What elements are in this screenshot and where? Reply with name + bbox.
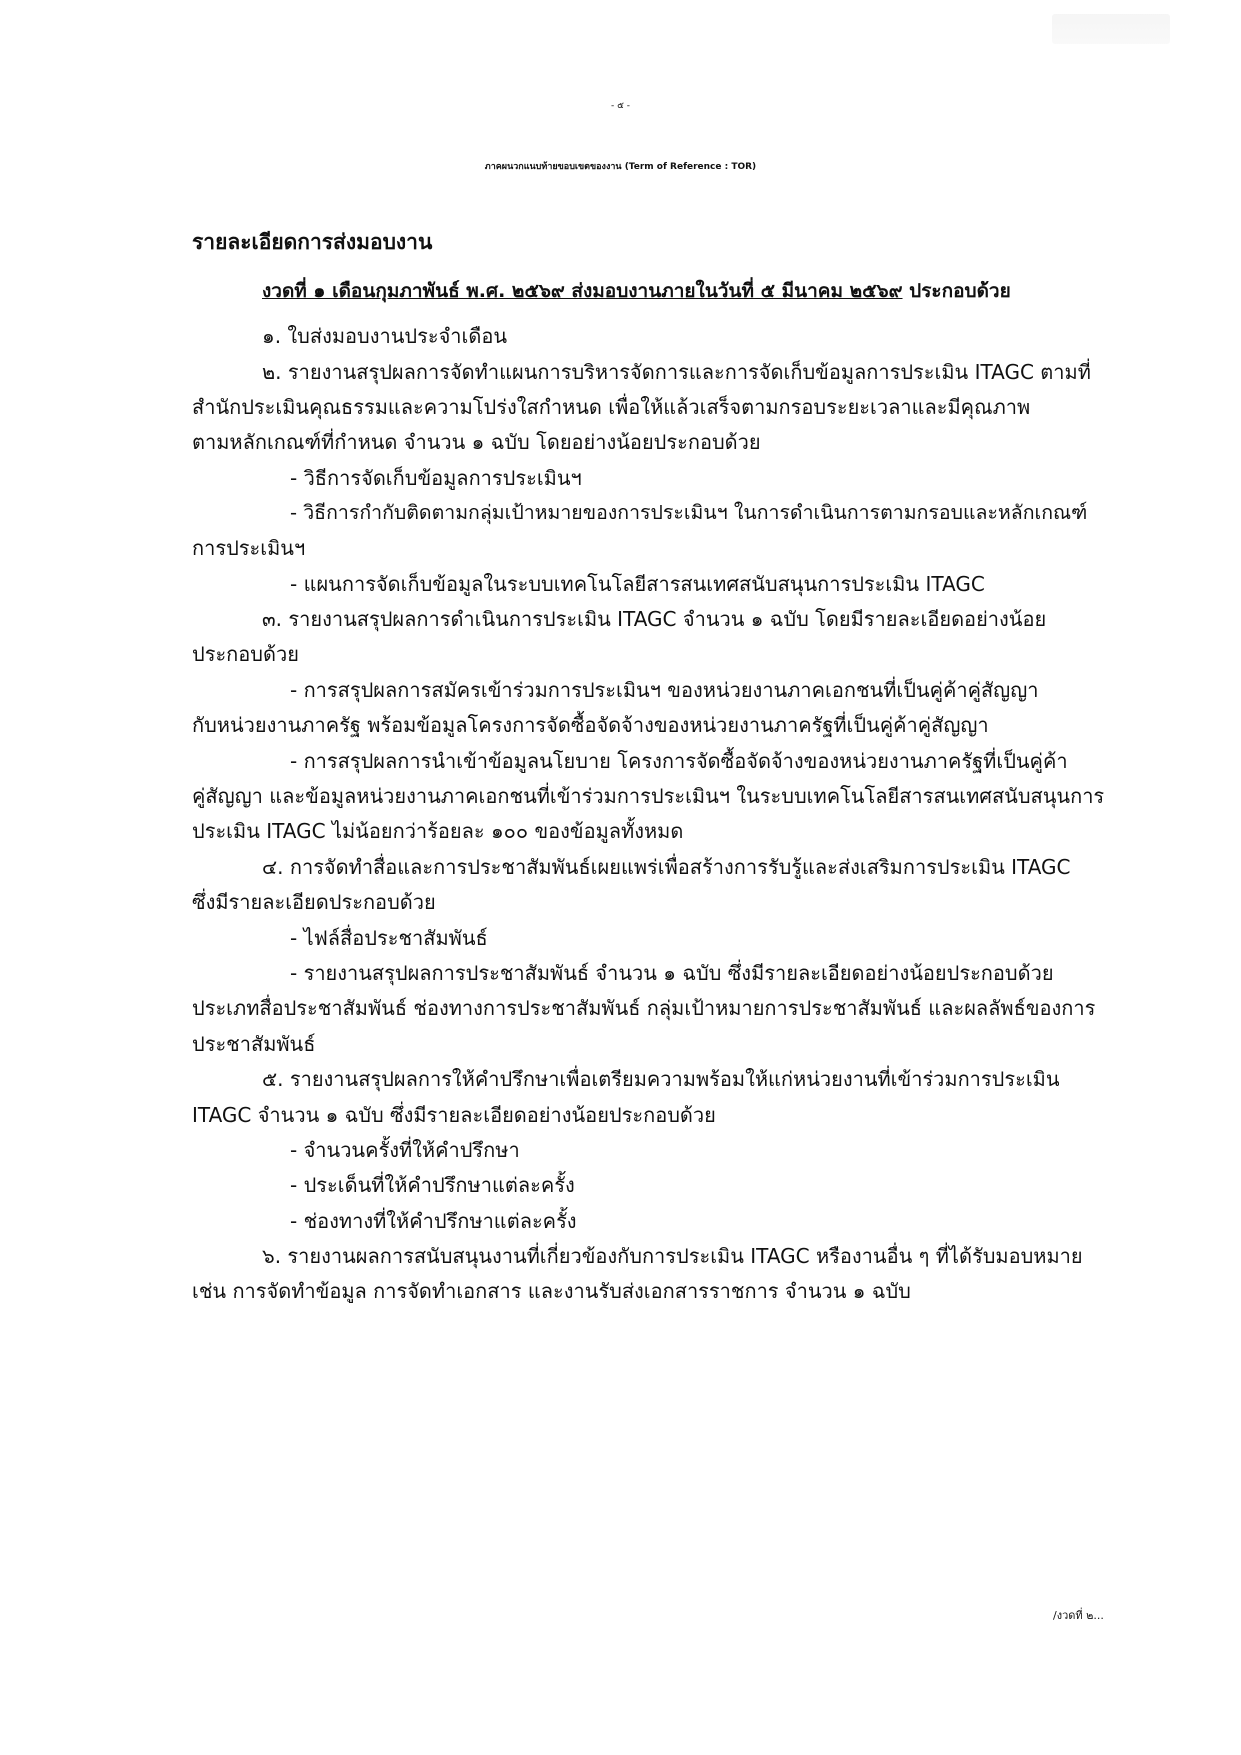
item-5-bullet-1: - จำนวนครั้งที่ให้คำปรึกษา	[290, 1138, 520, 1162]
item-4-bullet-2-cont-1: ประเภทสื่อประชาสัมพันธ์ ช่องทางการประชาสัมพันธ์ กลุ่มเป้าหมายการประชาสัมพันธ์ และผลลัพธ์ของการ	[192, 996, 1096, 1020]
installment-heading-rest: ประกอบด้วย	[902, 280, 1011, 302]
item-2-line-1: ๒. รายงานสรุปผลการจัดทำแผนการบริหารจัดการและการจัดเก็บข้อมูลการประเมิน ITAGC ตามที่	[262, 360, 1091, 384]
item-2-bullet-2-cont: การประเมินฯ	[192, 536, 306, 560]
item-2-bullet-3: - แผนการจัดเก็บข้อมูลในระบบเทคโนโลยีสารสนเทศสนับสนุนการประเมิน ITAGC	[290, 572, 985, 596]
item-6-line-1: ๖. รายงานผลการสนับสนุนงานที่เกี่ยวข้องกับการประเมิน ITAGC หรืองานอื่น ๆ ที่ได้รับมอบหมาย	[262, 1244, 1083, 1268]
item-4-bullet-2-cont-2: ประชาสัมพันธ์	[192, 1032, 316, 1056]
item-3-line-2: ประกอบด้วย	[192, 642, 299, 666]
item-3-bullet-2-cont-1: คู่สัญญา และข้อมูลหน่วยงานภาคเอกชนที่เข้าร่วมการประเมินฯ ในระบบเทคโนโลยีสารสนเทศสนับสนุนการ	[192, 784, 1105, 808]
item-5-bullet-3: - ช่องทางที่ให้คำปรึกษาแต่ละครั้ง	[290, 1209, 577, 1233]
item-4-line-2: ซึ่งมีรายละเอียดประกอบด้วย	[192, 890, 436, 914]
item-3-bullet-2: - การสรุปผลการนำเข้าข้อมูลนโยบาย โครงการจัดซื้อจัดจ้างของหน่วยงานภาครัฐที่เป็นคู่ค้า	[290, 749, 1068, 773]
section-heading: รายละเอียดการส่งมอบงาน	[192, 230, 433, 254]
item-4-line-1: ๔. การจัดทำสื่อและการประชาสัมพันธ์เผยแพร่เพื่อสร้างการรับรู้และส่งเสริมการประเมิน ITAGC	[262, 855, 1071, 879]
item-4-bullet-1: - ไฟล์สื่อประชาสัมพันธ์	[290, 926, 488, 950]
item-2-bullet-2: - วิธีการกำกับติดตามกลุ่มเป้าหมายของการประเมินฯ ในการดำเนินการตามกรอบและหลักเกณฑ์	[290, 501, 1088, 524]
item-3-line-1: ๓. รายงานสรุปผลการดำเนินการประเมิน ITAGC จำนวน ๑ ฉบับ โดยมีรายละเอียดอย่างน้อย	[262, 607, 1047, 631]
item-4-bullet-2: - รายงานสรุปผลการประชาสัมพันธ์ จำนวน ๑ ฉบับ ซึ่งมีรายละเอียดอย่างน้อยประกอบด้วย	[290, 961, 1054, 985]
page-number: - ๕ -	[610, 101, 631, 111]
installment-heading-underlined: งวดที่ ๑ เดือนกุมภาพันธ์ พ.ศ. ๒๕๖๙ ส่งมอบงานภายในวันที่ ๕ มีนาคม ๒๕๖๙	[262, 280, 903, 302]
item-2-bullet-1: - วิธีการจัดเก็บข้อมูลการประเมินฯ	[290, 466, 582, 490]
item-2-line-2: สำนักประเมินคุณธรรมและความโปร่งใสกำหนด เพื่อให้แล้วเสร็จตามกรอบระยะเวลาและมีคุณภาพ	[192, 395, 1031, 419]
corner-stamp	[1052, 14, 1170, 44]
document-title: ภาคผนวกแนบท้ายขอบเขตของงาน (Term of Reference : TOR)	[484, 162, 757, 172]
item-5-line-1: ๕. รายงานสรุปผลการให้คำปรึกษาเพื่อเตรียมความพร้อมให้แก่หน่วยงานที่เข้าร่วมการประเมิน	[262, 1067, 1060, 1091]
item-5-bullet-2: - ประเด็นที่ให้คำปรึกษาแต่ละครั้ง	[290, 1173, 575, 1197]
item-1: ๑. ใบส่งมอบงานประจำเดือน	[262, 324, 508, 348]
item-2-line-3: ตามหลักเกณฑ์ที่กำหนด จำนวน ๑ ฉบับ โดยอย่างน้อยประกอบด้วย	[192, 430, 761, 454]
installment-heading	[262, 282, 1011, 301]
item-3-bullet-1-cont: กับหน่วยงานภาครัฐ พร้อมข้อมูลโครงการจัดซื้อจัดจ้างของหน่วยงานภาครัฐที่เป็นคู่ค้าคู่สัญญา	[192, 713, 989, 737]
item-3-bullet-2-cont-2: ประเมิน ITAGC ไม่น้อยกว่าร้อยละ ๑๐๐ ของข้อมูลทั้งหมด	[192, 819, 684, 843]
item-3-bullet-1: - การสรุปผลการสมัครเข้าร่วมการประเมินฯ ของหน่วยงานภาคเอกชนที่เป็นคู่ค้าคู่สัญญา	[290, 678, 1039, 702]
item-5-line-2: ITAGC จำนวน ๑ ฉบับ ซึ่งมีรายละเอียดอย่างน้อยประกอบด้วย	[192, 1103, 716, 1127]
continued-marker: /งวดที่ ๒...	[1053, 1609, 1104, 1622]
item-6-line-2: เช่น การจัดทำข้อมูล การจัดทำเอกสาร และงานรับส่งเอกสารราชการ จำนวน ๑ ฉบับ	[192, 1279, 911, 1303]
